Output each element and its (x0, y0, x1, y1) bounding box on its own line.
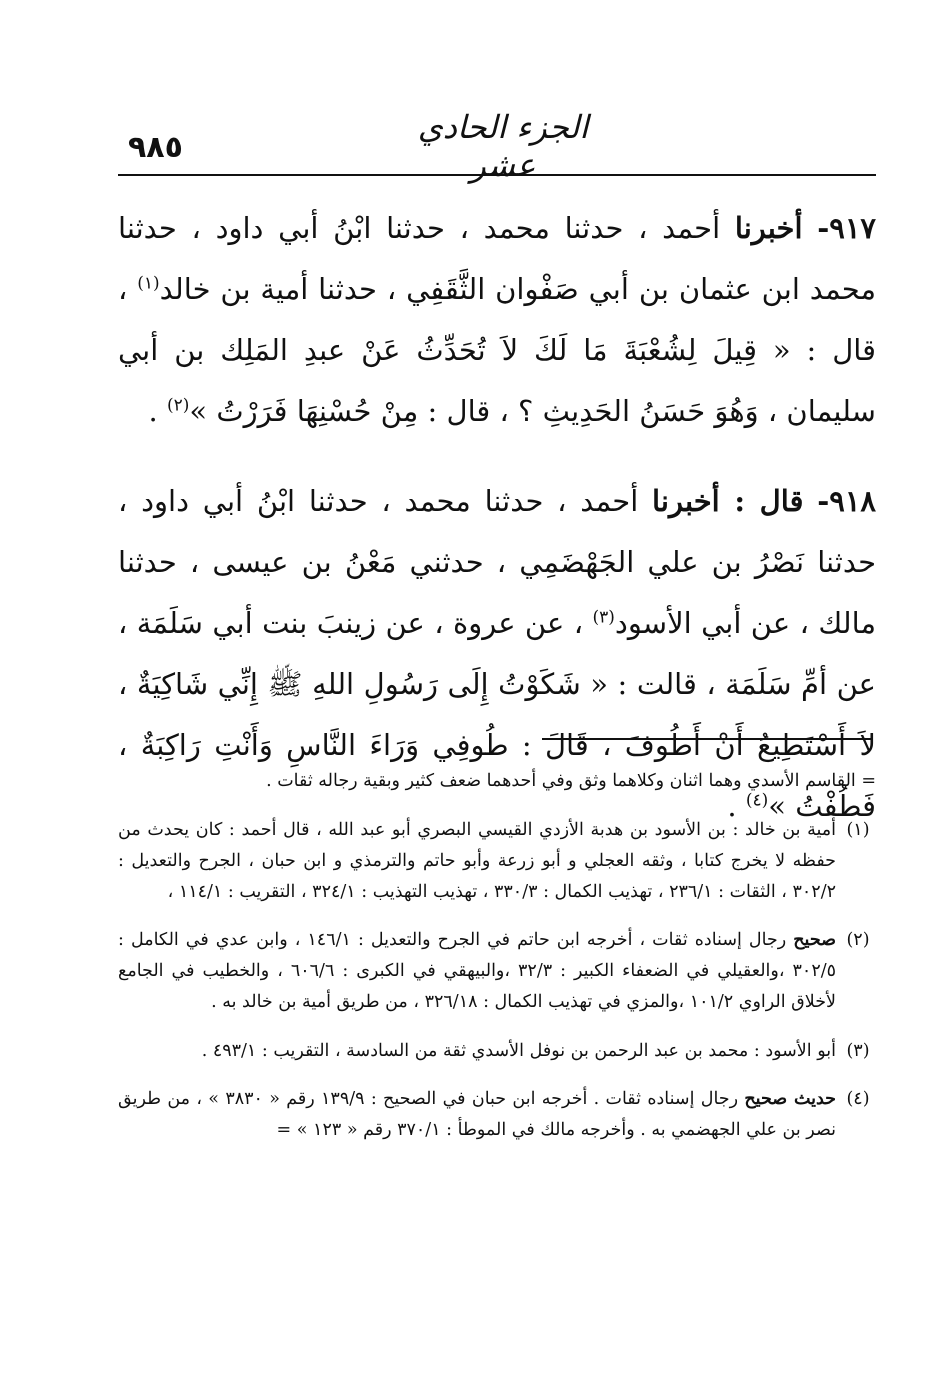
entry-text: ، عن عروة ، عن زينبَ بنت أبي سَلَمَة ، عن أمِّ سَلَمَة ، قالت : « شَكَوْتُ إِلَى رَسُولِ اللهِ ﷺ إِنِّي شَاكِيَةٌ ، لاَ أَسْتَطِيعُ أَنْ أَطُوفَ ، قَالَ : طُوفِي وَرَاءَ النَّاسِ وَأَنْتِ رَاكِبَةٌ ، فَطُفْتُ » (118, 606, 876, 823)
footnote-text: رجال إسناده ثقات ، أخرجه ابن حاتم في الجرح والتعديل : ١٤٦/١ ، وابن عدي في الكامل : ٣٠٢/٥ ،والعقيلي في الضعفاء الكبير : ٣٢/٣ ،والبيهقي في الكبرى : ٦٠٦/٦ ، والخطيب في الجامع لأخلاق الراوي ١٠١/٢ ،والمزي في تهذيب الكمال : ٣٢٦/١٨ ، من طريق أمية بن خالد به . (118, 930, 837, 1012)
footnote-number: (١) (846, 819, 870, 840)
hadith-entry-917 (118, 198, 876, 442)
entry-number: ٩١٨- (817, 484, 877, 518)
footnote-number: (٣) (846, 1040, 870, 1061)
entry-text: . (727, 789, 746, 823)
entry-keyword: قال : أخبرنا (652, 484, 804, 518)
footnote-3 (118, 1036, 876, 1067)
footnote-keyword: صحيح (793, 930, 836, 950)
footnote-separator (542, 738, 872, 740)
footnotes (118, 766, 876, 1152)
entry-text: . (148, 394, 167, 428)
footnote-ref[interactable]: (٣) (592, 607, 615, 628)
footnote-keyword: حديث صحيح (744, 1089, 837, 1109)
footnote-2 (118, 925, 876, 1018)
main-text (118, 198, 876, 843)
header-rule (118, 174, 876, 176)
page-number: ٩٨٥ (128, 130, 183, 165)
footnote-number: (٤) (846, 1089, 870, 1109)
footnote-ref[interactable]: (٤) (745, 790, 769, 811)
footnote-ref[interactable]: (٢) (166, 395, 190, 416)
footnote-text: أبو الأسود : محمد بن عبد الرحمن بن نوفل الأسدي ثقة من السادسة ، التقريب : ٤٩٣/١ . (201, 1040, 836, 1061)
footnote-ref[interactable]: (١) (137, 273, 160, 294)
entry-number: ٩١٧- (817, 211, 877, 245)
entry-text: أحمد ، حدثنا محمد ، حدثنا ابْنُ أبي داود ، حدثنا نَصْرُ بن علي الجَهْضَمِي ، حدثني مَعْنُ بن عيسى ، حدثنا مالك ، عن أبي الأسود (118, 484, 876, 640)
page-header (118, 100, 876, 184)
footnote-1 (118, 815, 876, 908)
footnote-continuation: = القاسم الأسدي وهما اثنان وكلاهما وثق وفي أحدهما ضعف كثير وبقية رجاله ثقات . (266, 771, 876, 791)
part-title: الجزء الحادي عشر (417, 108, 589, 184)
footnote-text: رجال إسناده ثقات . أخرجه ابن حبان في الصحيح : ١٣٩/٩ رقم « ٣٨٣٠ » ، من طريق نصر بن علي الجهضمي به . وأخرجه مالك في الموطأ : ٣٧٠/١ رقم « ١٢٣ » = (118, 1089, 836, 1140)
footnote-text: أمية بن خالد : بن الأسود بن هدبة الأزدي القيسي البصري أبو عبد الله ، قال أحمد : كان يحدث من حفظه لا يخرج كتابا ، وثقه العجلي و أبو زرعة وأبو حاتم والترمذي و ابن حبان ، الجرح والتعديل : ٣٠٢/٢ ، الثقات : ٢٣٦/١ ، تهذيب الكمال : ٣٣٠/٣ ، تهذيب التهذيب : ٣٢٤/١ ، التقريب : ١١٤/١ ، (118, 819, 836, 902)
footnote-4 (118, 1084, 876, 1146)
entry-text: ، قال : « قِيلَ لِشُعْبَةَ مَا لَكَ لاَ تُحَدِّثُ عَنْ عبدِ المَلِك بن أبي سليمان ، وَهُوَ حَسَنُ الحَدِيثِ ؟ ، قال : مِنْ حُسْنِهَا فَرَرْتُ » (118, 272, 876, 428)
entry-keyword: أخبرنا (734, 211, 803, 245)
footnote-number: (٢) (846, 930, 870, 950)
entry-text: أحمد ، حدثنا محمد ، حدثنا ابْنُ أبي داود ، حدثنا محمد ابن عثمان بن أبي صَفْوان الثَّقَفِي ، حدثنا أمية بن خالد (118, 211, 877, 306)
